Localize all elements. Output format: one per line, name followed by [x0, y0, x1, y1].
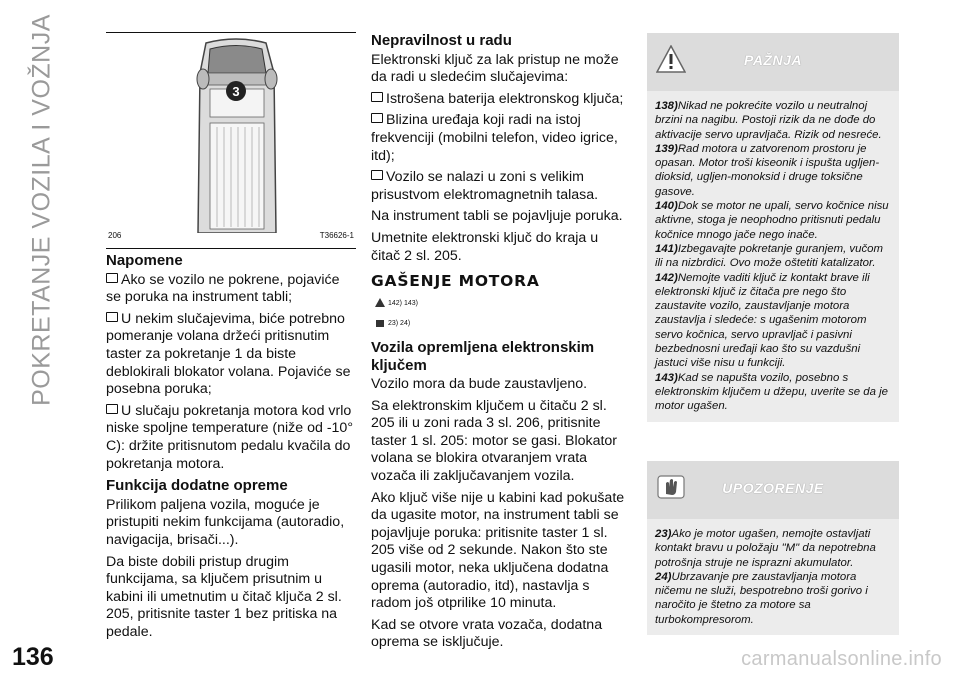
warning-item: 140)Dok se motor ne upali, servo kočnice nisu aktivne, stoga je neophodno pritisnuti pedalu kočnice mnogo jače nego inače.	[655, 200, 889, 241]
page-number: 136	[12, 643, 54, 671]
watermark: carmanualsonline.info	[741, 648, 942, 670]
bullet-icon	[371, 170, 383, 180]
warning-title: PAŽNJA	[744, 52, 802, 68]
bullet-icon	[371, 92, 383, 102]
paragraph: Sa elektronskim ključem u čitaču 2 sl. 205 ili u zoni rada 3 sl. 206, pritisnite taster 1 sl. 205: motor se gasi. Blokator volana se blokira otvaranjem vrata vozača ili zaključavanjem vozila.	[371, 397, 618, 485]
paragraph: Ako ključ više nije u kabini kad pokušate da ugasite motor, na instrument tabli se pojavljuje poruka: pritisnite taster 1 sl. 205 više od 2 sekunde. Nakon što ste ugasili motor, neka uključena dodatna oprema (autoradio, itd), nastavlja s radom još otprilike 10 minuta.	[371, 489, 625, 612]
vehicles-heading: Vozila opremljena elektronskim ključem	[371, 338, 595, 374]
list-item: U nekim slučajevima, biće potrebno pomeranje volana držeći pritisnutim taster za pokretanje 1 da biste deblokirali blokator volana. Pojaviće se posebna poruka;	[106, 310, 351, 398]
warning-item: 138)Nikad ne pokrećite vozilo u neutralnoj brzini na nagibu. Postoji rizik da ne dođe do aktivacije servo upravljača. Rizik od nesreće.	[655, 100, 882, 141]
warning-box-body	[647, 91, 899, 422]
list-item: Ako se vozilo ne pokrene, pojaviće se poruka na instrument tabli;	[106, 271, 340, 306]
figure-code: T36626-1	[319, 231, 354, 241]
paragraph: Prilikom paljena vozila, moguće je pristupiti nekim funkcijama (autoradio, navigacija, brisači...).	[106, 496, 345, 548]
list-item: U slučaju pokretanja motora kod vrlo niske spoljne temperature (niže od -10° C): držite pritisnutom pedalu kvačila do pokretanja motora.	[106, 402, 353, 472]
list-item: Blizina uređaja koji radi na istoj frekvenciji (mobilni telefon, video igrice, itd);	[371, 112, 618, 164]
warning-box	[647, 33, 899, 422]
paragraph: Elektronski ključ za lak pristup ne može da radi u sledećim slučajevima:	[371, 51, 619, 86]
warning-refs: 142) 143)	[375, 295, 629, 313]
caution-refs: 23) 24)	[375, 315, 629, 333]
paragraph: Kad se otvore vrata vozača, dodatna oprema se isključuje.	[371, 616, 603, 651]
figure-number: 206	[108, 231, 122, 241]
caution-box-header	[647, 461, 899, 519]
list-item: Vozilo se nalazi u zoni s velikim prisustvom elektromagnetnih talasa.	[371, 169, 599, 203]
side-chapter-title	[2, 14, 72, 406]
warning-item: 143)Kad se napušta vozilo, posebno s elektronskim ključem u džepu, uverite se da je motor ugašen.	[655, 371, 888, 413]
malfunction-heading: Nepravilnost u radu	[371, 32, 512, 49]
caution-item: 23)Ako je motor ugašen, nemojte ostavljati kontakt bravu u položaju "M" da nepotrebna potrošnja struje ne isprazni akumulator.	[655, 528, 876, 569]
column-middle	[371, 32, 629, 656]
bullet-icon	[106, 404, 118, 414]
paragraph: Umetnite elektronski ključ do kraja u čitač 2 sl. 205.	[371, 229, 599, 264]
side-chapter-title-text: POKRETANJE VOZILA I VOŽNJA	[27, 14, 56, 406]
figure-206	[106, 32, 356, 249]
notes-heading: Napomene	[106, 252, 183, 269]
caution-hand-icon	[375, 319, 385, 328]
paragraph: Na instrument tabli se pojavljuje poruka.	[371, 208, 623, 225]
warning-triangle-icon	[375, 298, 385, 307]
caution-title: UPOZORENJE	[722, 480, 824, 496]
caution-item: 24)Ubrzavanje pre zaustavljanja motora ničemu ne služi, bespotrebno troši gorivo i naročito je štetno za motore sa turbokompresorom.	[655, 570, 868, 626]
warning-box-header	[647, 33, 899, 91]
list-item: Istrošena baterija elektronskog ključa;	[371, 91, 629, 109]
section-title: GAŠENJE MOTORA	[371, 272, 540, 291]
paragraph: Da biste dobili pristup drugim funkcijama, sa ključem prisutnim u kabini ili umetnutim u čitač ključa 2 sl. 205, pritisnite taster 1 bez pritiska na pedale.	[106, 553, 342, 640]
warning-item: 142)Nemojte vaditi ključ iz kontakt brave ili elektronski ključ iz čitača pre nego što zaustavite vozilo, zaustavljanje motora zaustavlja i sledeće: s ugašenim motorom servo kočnica, servo upravljač i pasivni bezbednosni uređaji kao što su vazdušni jastuci više nisu u funkciji.	[655, 271, 870, 370]
figure-callout-3: 3	[232, 84, 240, 99]
bullet-icon	[371, 113, 383, 123]
van-top-view-illustration	[106, 33, 356, 233]
warning-item: 141)Izbegavajte pokretanje guranjem, vučom ili na nizbrdici. Ovo može oštetiti katalizator.	[655, 242, 883, 270]
caution-box	[647, 461, 899, 635]
paragraph: Vozilo mora da bude zaustavljeno.	[371, 376, 588, 393]
accessory-function-heading: Funkcija dodatne opreme	[106, 477, 288, 495]
warning-item: 139)Rad motora u zatvorenom prostoru je opasan. Motor troši kiseonik i ispušta ugljen-dioksid, ugljen-monoksid i druge toksične gasove.	[655, 142, 880, 198]
column-left	[106, 32, 356, 645]
bullet-icon	[106, 273, 118, 283]
bullet-icon	[106, 312, 118, 322]
caution-box-body	[647, 519, 899, 635]
